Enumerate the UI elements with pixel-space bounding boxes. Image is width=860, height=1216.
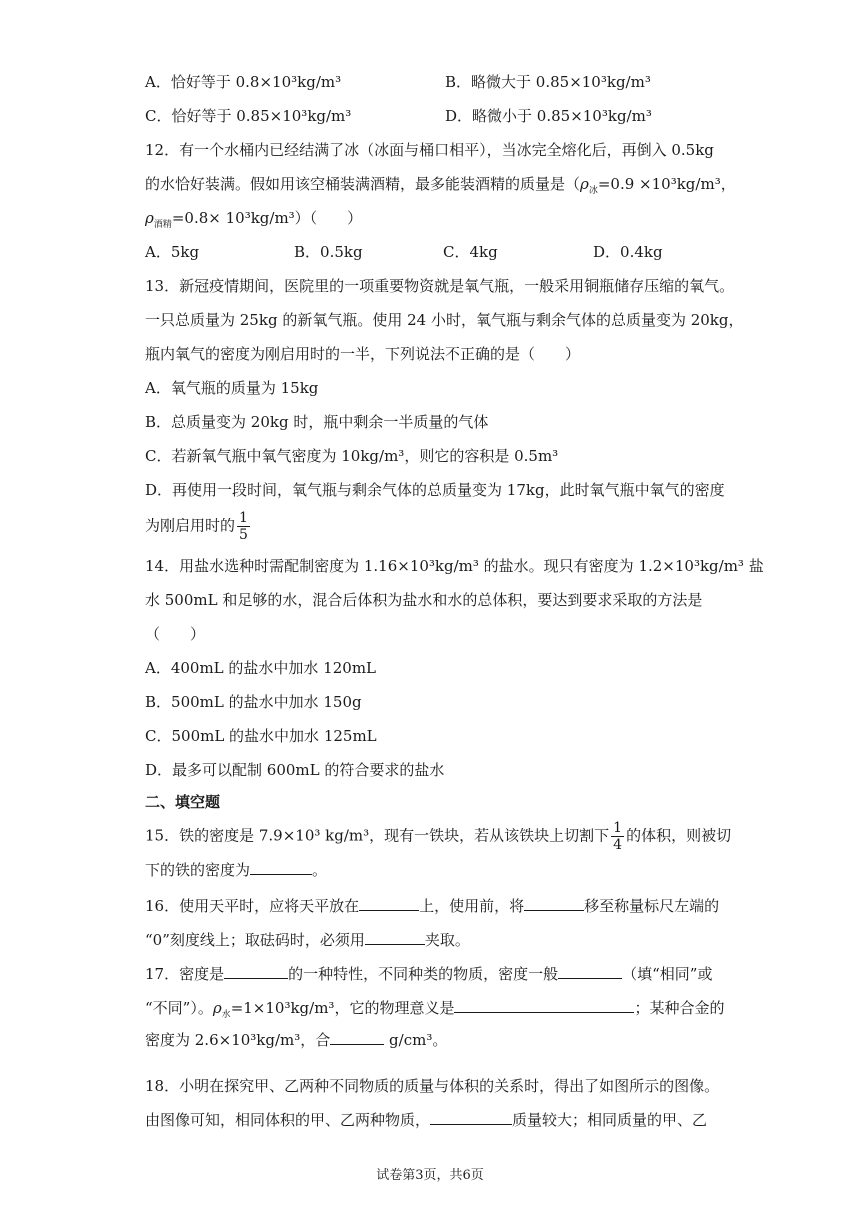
fraction-one-quarter: [611, 820, 624, 853]
q15-text-end: 。: [312, 861, 328, 879]
q16-stem-line1: [145, 896, 719, 916]
q15-stem-text-end: 的体积，则被切: [626, 826, 732, 845]
q11-option-a: A．恰好等于 0.8×10³kg/m³: [145, 73, 342, 91]
q18-text: 质量较大；相同质量的甲、乙: [512, 1111, 708, 1129]
answer-blank[interactable]: [250, 860, 312, 875]
q13-stem-line1: 13．新冠疫情期间，医院里的一项重要物资就是氧气瓶，一般采用铜瓶储存压缩的氧气。: [145, 277, 735, 295]
fraction-numerator: 1: [613, 820, 623, 836]
page-footer: 试卷第3页，共6页: [376, 1168, 484, 1183]
q14-stem-line3: （ ）: [145, 625, 206, 643]
answer-blank[interactable]: [224, 964, 288, 979]
q16-stem-line2: [145, 930, 470, 950]
q17-text: 密度为 2.6×10³kg/m³，合: [145, 1031, 331, 1049]
rho-ice-symbol: ρ: [580, 175, 589, 193]
answer-blank[interactable]: [365, 930, 425, 945]
q18-stem-line2: [145, 1110, 707, 1130]
q16-text: 夹取。: [424, 931, 470, 949]
q13-option-d-line2: [145, 510, 252, 543]
rho-water-subscript: 水: [221, 1010, 231, 1020]
q15-stem-line2: [145, 860, 327, 880]
fraction-denominator: 4: [613, 837, 623, 853]
q13-option-b: B．总质量变为 20kg 时，瓶中剩余一半质量的气体: [145, 413, 489, 431]
q14-stem-line1: 14．用盐水选种时需配制密度为 1.16×10³kg/m³ 的盐水。现只有密度为 1.2×10³kg/m³ 盐: [145, 557, 764, 575]
q16-text: 移至称量标尺左端的: [584, 897, 720, 915]
q16-text: 16．使用天平时，应将天平放在: [145, 897, 360, 915]
q17-text: 的一种特性，不同种类的物质，密度一般: [288, 965, 559, 983]
q16-text: 上，使用前，将: [419, 897, 525, 915]
rho-alcohol-value: =0.8× 10³kg/m³）（ ）: [171, 209, 363, 227]
q14-option-b: B．500mL 的盐水中加水 150g: [145, 693, 362, 711]
q13-option-c: C．若新氧气瓶中氧气密度为 10kg/m³，则它的容积是 0.5m³: [145, 447, 559, 465]
q13-stem-line3: 瓶内氧气的密度为刚启用时的一半，下列说法不正确的是（ ）: [145, 345, 581, 363]
answer-blank[interactable]: [524, 896, 584, 911]
answer-blank[interactable]: [330, 1030, 384, 1045]
q12-stem-line2: [145, 174, 736, 194]
q13-option-d-text: 为刚启用时的: [145, 516, 236, 535]
q12-option-b: B．0.5kg: [294, 243, 363, 261]
q17-text: ；某种合金的: [634, 999, 725, 1017]
q16-text: “0”刻度线上；取砝码时，必须用: [145, 931, 365, 949]
q18-stem-line1: 18．小明在探究甲、乙两种不同物质的质量与体积的关系时，得出了如图所示的图像。: [145, 1077, 720, 1095]
q11-option-c: C．恰好等于 0.85×10³kg/m³: [145, 107, 352, 125]
q12-option-a: A．5kg: [145, 243, 200, 261]
answer-blank[interactable]: [359, 896, 419, 911]
q18-text: 由图像可知，相同体积的甲、乙两种物质，: [145, 1111, 431, 1129]
q15-stem-text: 15．铁的密度是 7.9×10³ kg/m³，现有一铁块，若从该铁块上切割下: [145, 826, 610, 845]
q15-text: 下的铁的密度为: [145, 861, 251, 879]
fraction-one-fifth: [237, 510, 250, 543]
q12-stem-line3: [145, 208, 362, 228]
answer-blank[interactable]: [430, 1110, 512, 1125]
answer-blank[interactable]: [454, 998, 634, 1013]
answer-blank[interactable]: [558, 964, 622, 979]
q14-stem-line2: 水 500mL 和足够的水，混合后体积为盐水和水的总体积，要达到要求采取的方法是: [145, 591, 703, 609]
q13-option-d-line1: D．再使用一段时间，氧气瓶与剩余气体的总质量变为 17kg，此时氧气瓶中氧气的密度: [145, 481, 725, 499]
rho-alcohol-subscript: 酒精: [153, 220, 172, 230]
q12-option-c: C．4kg: [443, 243, 498, 261]
q17-stem-line2: [145, 998, 724, 1018]
q17-text: g/cm³。: [384, 1031, 448, 1049]
q12-option-d: D．0.4kg: [593, 243, 663, 261]
q17-text: （填“相同”或: [622, 965, 713, 983]
q12-stem-line1: 12．有一个水桶内已经结满了冰（冰面与桶口相平），当冰完全熔化后，再倒入 0.5kg: [145, 141, 714, 159]
rho-ice-subscript: 冰: [588, 186, 598, 196]
q15-stem-line1: [145, 820, 731, 853]
fraction-denominator: 5: [239, 527, 248, 543]
q12-stem-text: 的水恰好装满。假如用该空桶装满酒精，最多能装酒精的质量是（: [145, 175, 581, 193]
rho-ice-value: =0.9 ×10³kg/m³，: [597, 175, 736, 193]
fraction-numerator: 1: [239, 510, 248, 526]
q14-option-c: C．500mL 的盐水中加水 125mL: [145, 727, 377, 745]
q17-text: =1×10³kg/m³，它的物理意义是: [230, 999, 455, 1017]
q11-option-d: D．略微小于 0.85×10³kg/m³: [445, 107, 652, 125]
rho-water-symbol: ρ: [212, 999, 222, 1017]
q17-stem-line3: [145, 1030, 447, 1050]
q17-stem-line1: [145, 964, 712, 984]
q13-option-a: A．氧气瓶的质量为 15kg: [145, 379, 319, 397]
q11-option-b: B．略微大于 0.85×10³kg/m³: [445, 73, 651, 91]
rho-alcohol-symbol: ρ: [145, 209, 154, 227]
q13-stem-line2: 一只总质量为 25kg 的新氧气瓶。使用 24 小时，氧气瓶与剩余气体的总质量变为 20kg，: [145, 311, 744, 329]
q17-text: “不同”）。: [145, 999, 213, 1017]
q14-option-d: D．最多可以配制 600mL 的符合要求的盐水: [145, 761, 445, 779]
section-heading: [145, 792, 220, 812]
q17-text: 17．密度是: [145, 965, 225, 983]
q14-option-a: A．400mL 的盐水中加水 120mL: [145, 659, 376, 677]
section-title: 二、填空题: [145, 793, 221, 811]
